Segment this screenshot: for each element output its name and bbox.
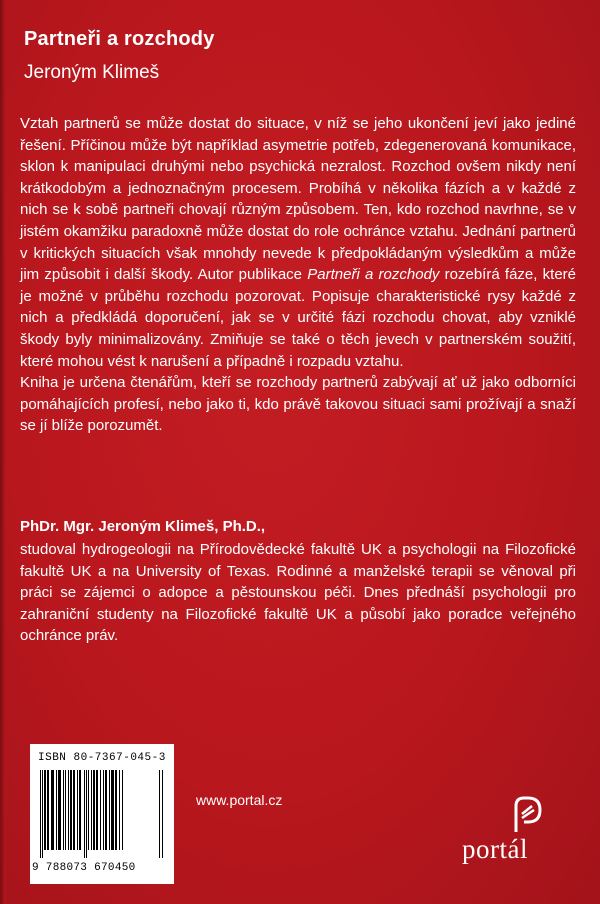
barcode-label [30, 744, 174, 884]
description-paragraph-1 [20, 113, 576, 372]
publisher-logo-text: portál [462, 834, 528, 864]
author-bio-heading: PhDr. Mgr. Jeroným Klimeš, Ph.D., [20, 518, 266, 535]
barcode-bar [115, 770, 117, 850]
book-title: Partneři a rozchody [24, 28, 215, 50]
barcode-bar [159, 770, 160, 858]
barcode-bar [111, 770, 114, 850]
book-author: Jeroným Klimeš [24, 62, 160, 83]
barcode-bar [51, 770, 54, 850]
barcode-bar [109, 770, 110, 850]
barcode-bar [42, 770, 43, 858]
cover-spine-edge [0, 0, 6, 904]
barcode-bar [65, 770, 66, 850]
isbn-number: ISBN 80-7367-045-3 [38, 752, 166, 764]
barcode-bar [93, 770, 95, 850]
barcode-bar [100, 770, 101, 850]
barcode-bar [44, 770, 46, 850]
barcode-bar [47, 770, 49, 850]
barcode-bar [122, 770, 123, 850]
barcode-bar [86, 770, 87, 858]
barcode-bar [105, 770, 107, 850]
barcode-bar [70, 770, 72, 850]
barcode-bar [119, 770, 120, 850]
publisher-website: www.portal.cz [196, 792, 283, 808]
description-part-1: Vztah partnerů se může dostat do situace, v níž se jeho ukončení jeví jako jediné řešení. Příčinou může být například asymetrie potřeb, zdegenerovaná komunikace, sklon k manipulaci druhými nebo psychická nezralost. Rozchod ovšem nikdy není krátkodobým a jednoznačným procesem. Probíhá v několika fázích a v každé z nich se k sobě partneři chovají různým způsobem. Ten, kdo rozchod navrhne, se v jistém okamžiku paradoxně může dostat do role ochránce vztahu. Jednání partnerů v kritických situacích však mnohdy nevede k předpokládaným výsledkům a může jim způsobit i další škody. Autor publikace [20, 115, 576, 284]
author-bio-text: studoval hydrogeologii na Přírodovědecké fakultě UK a psychologii na Filozofické fakultě UK a na University of Texas. Rodinné a manželské terapii se věnoval při práci se zájemci o adopce a pěstounskou péči. Dnes přednáší psychologii pro zahraniční studenty na Filozofické fakultě UK a působí jako poradce veřejného ochránce práv. [20, 541, 576, 645]
description [20, 113, 576, 437]
barcode-bars [38, 770, 166, 858]
barcode-bar [103, 770, 104, 850]
barcode-bar [40, 770, 41, 858]
barcode-bar [77, 770, 78, 850]
barcode-bar [96, 770, 98, 850]
barcode-bar [88, 770, 89, 850]
barcode-bar [58, 770, 61, 850]
description-paragraph-2: Kniha je určena čtenářům, kteří se rozchody partnerů zabývají ať už jako odborníci pomáhajících profesí, nebo jako ti, kdo právě takovou situaci sami prožívají a snaží se jí blíže porozumět. [20, 374, 576, 435]
ean-number: 9 788073 670450 [32, 862, 136, 874]
barcode-bar [68, 770, 69, 850]
barcode-bar [79, 770, 81, 850]
description-part-2: rozebírá fáze, které je možné v průběhu rozchodu pozorovat. Popisuje charakteristické rysy každé z nich a předkládá doporučení, jak se v určité fázi rozchodu chovat, aby vzniklé škody byly minimalizovány. Zmiňuje se také o těch jevech v partnerském soužití, které mohou vést k narušení a případně i rozpadu vztahu. [20, 266, 576, 370]
barcode-bar [162, 770, 163, 858]
barcode-bar [91, 770, 92, 850]
publisher-logo-icon [514, 796, 544, 834]
barcode-bar [63, 770, 64, 850]
description-italic-title: Partneři a rozchody [307, 266, 440, 284]
barcode-bar [73, 770, 75, 850]
barcode-bar [84, 770, 85, 858]
barcode-bar [56, 770, 57, 850]
